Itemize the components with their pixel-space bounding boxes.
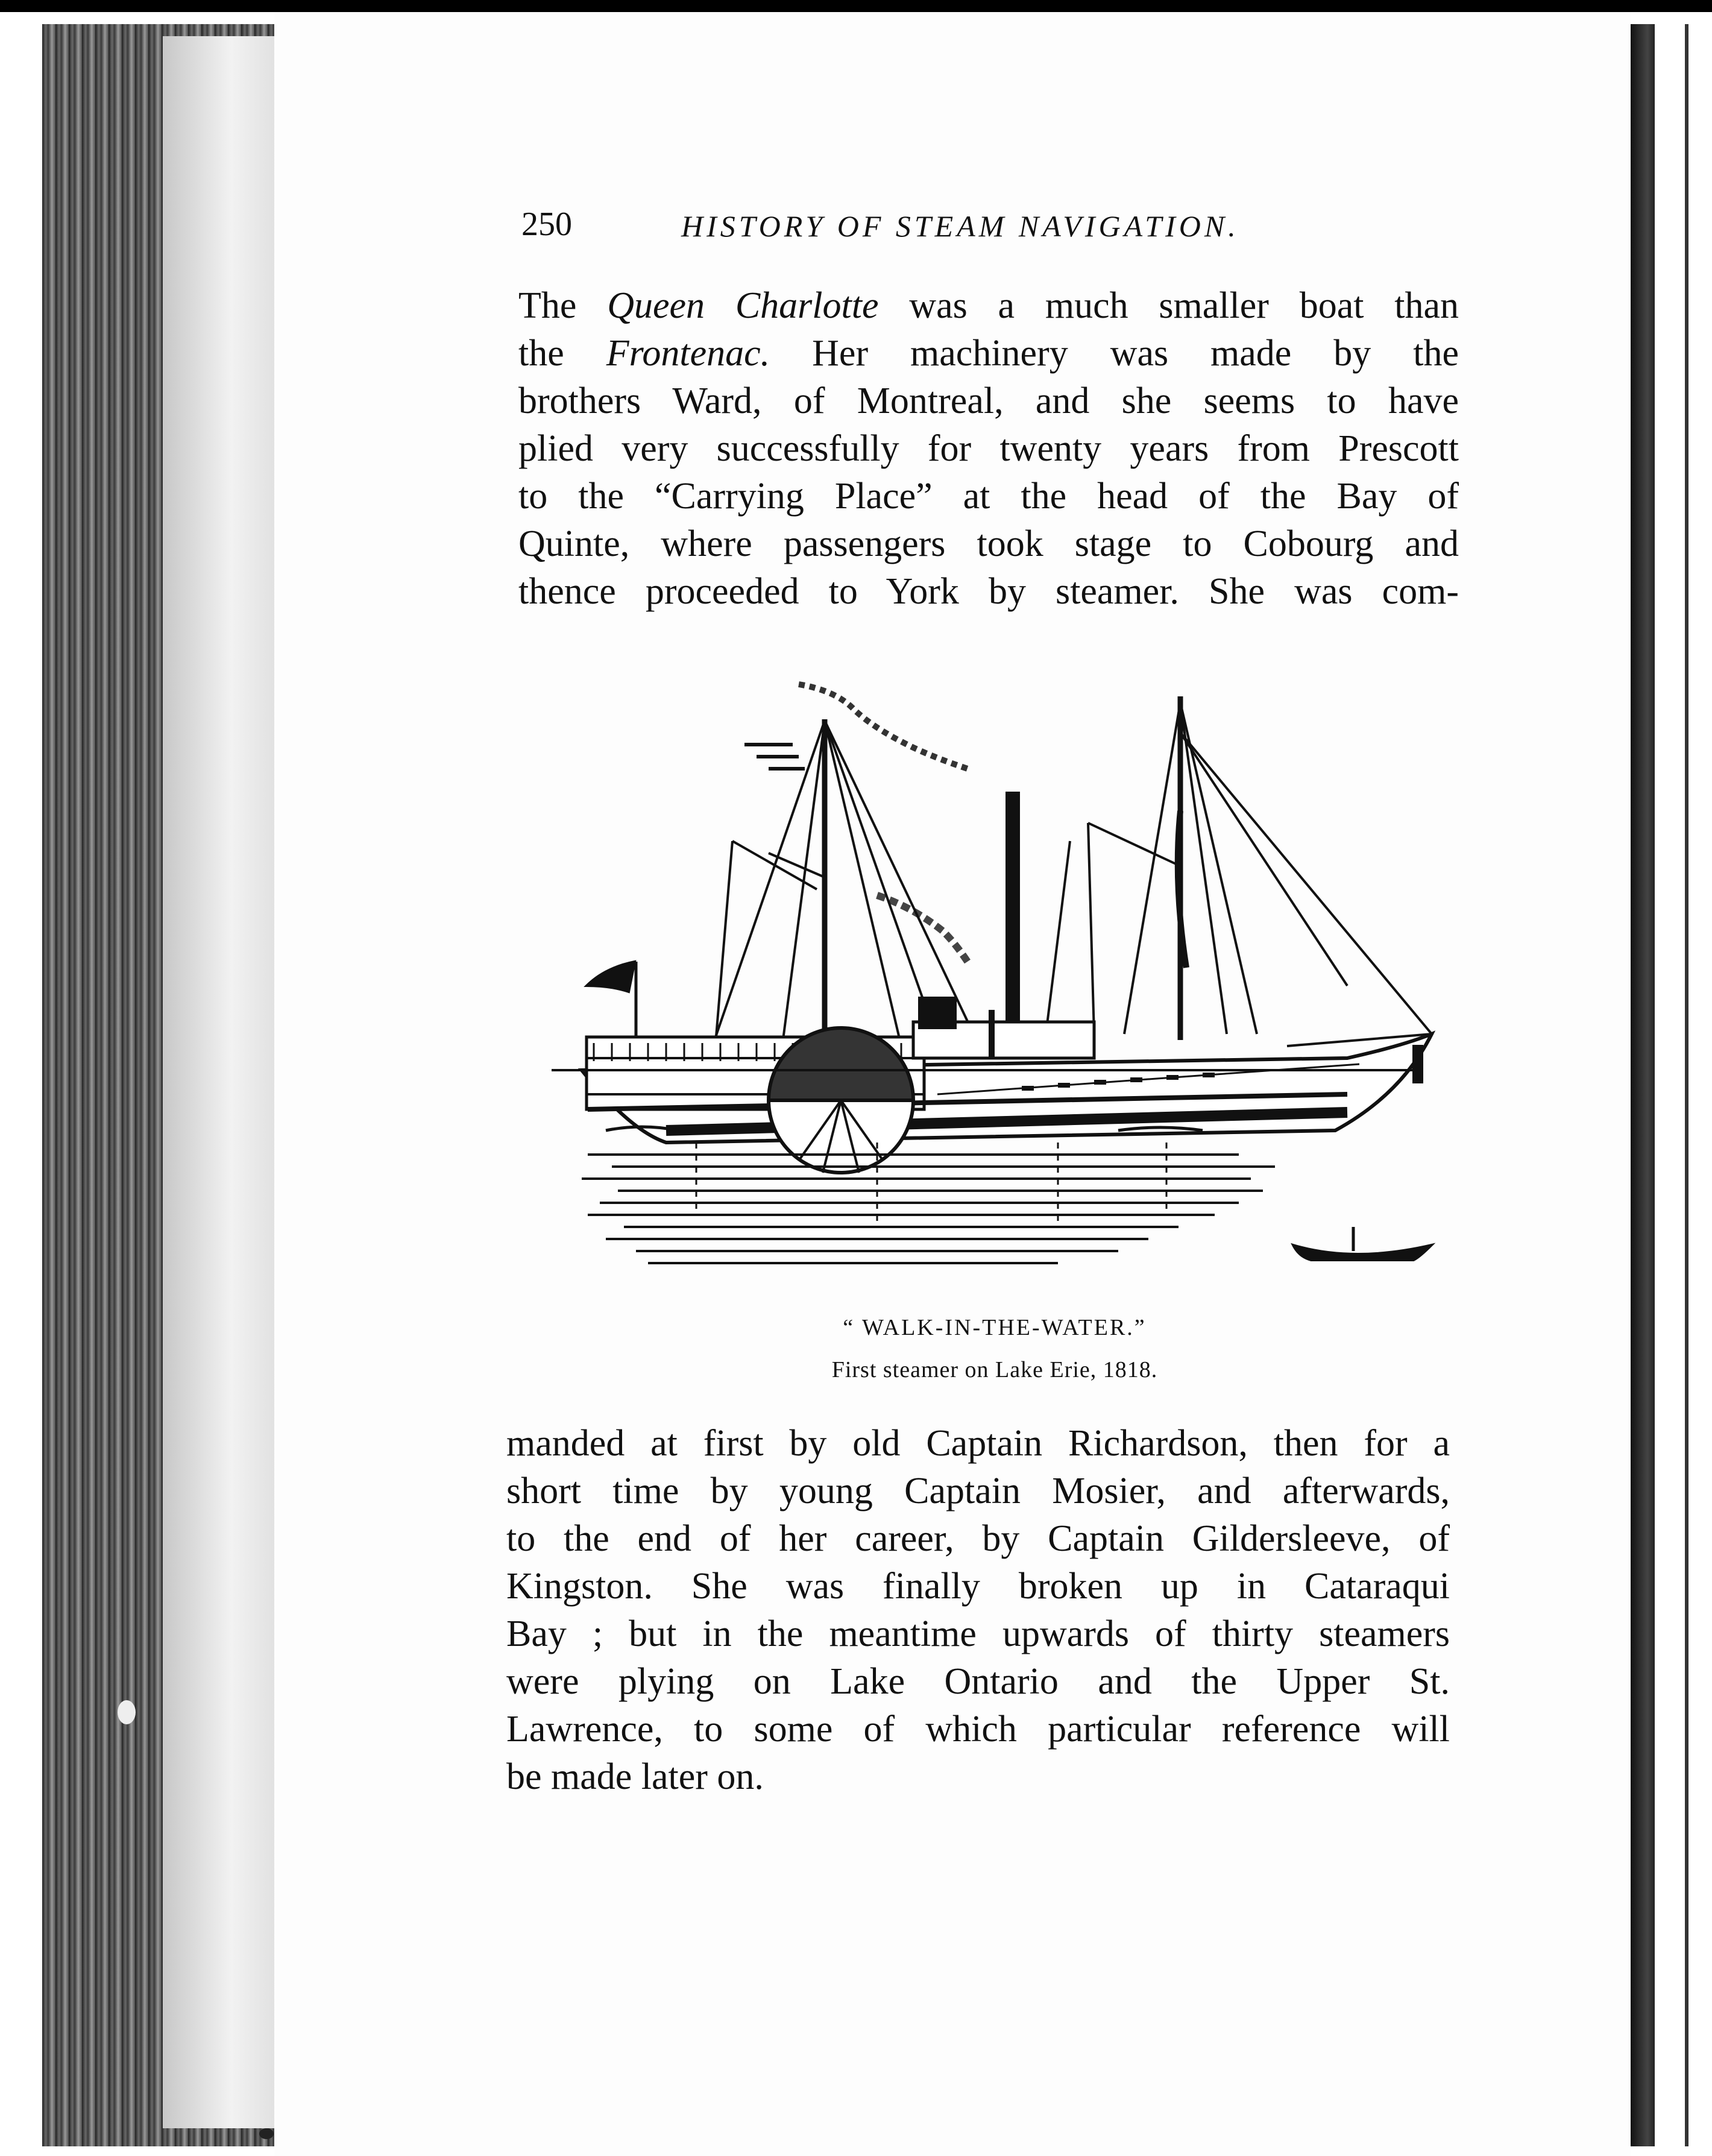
- text-line: were plying on Lake Ontario and the Upper St.: [506, 1661, 1450, 1702]
- ship-name: Queen Charlotte: [607, 285, 879, 326]
- book-page-edges: [163, 36, 277, 2128]
- book-binding-edge: [1631, 24, 1655, 2146]
- text-line: be made later on.: [506, 1756, 764, 1797]
- text-line: [518, 282, 1459, 330]
- text-line: to the “Carrying Place” at the head of the Bay of: [518, 476, 1459, 517]
- ship-name: Frontenac.: [606, 333, 770, 374]
- paragraph-1: [518, 282, 1459, 616]
- text-line: manded at first by old Captain Richardson, then for a: [506, 1423, 1450, 1464]
- text-line: to the end of her career, by Captain Gildersleeve, of: [506, 1518, 1450, 1559]
- text-line: Bay ; but in the meantime upwards of thirty steamers: [506, 1613, 1450, 1654]
- text-run: Her machinery was made by the: [770, 333, 1459, 374]
- scan-speck: [259, 2128, 274, 2139]
- scan-top-border: [0, 0, 1712, 12]
- paddle-steamer-engraving-icon: [515, 672, 1444, 1287]
- paragraph-2: [506, 1420, 1450, 1801]
- text-line: Kingston. She was finally broken up in Cataraqui: [506, 1566, 1450, 1607]
- scan-edge-line: [1685, 24, 1688, 2146]
- figure-caption-title: “ WALK-IN-THE-WATER.”: [843, 1315, 1147, 1340]
- running-head: [521, 205, 1314, 253]
- scan-speck: [118, 1700, 136, 1724]
- text-line: plied very successfully for twenty years from Prescott: [518, 428, 1459, 469]
- text-line: thence proceeded to York by steamer. She was com-: [518, 571, 1459, 612]
- text-run: The: [518, 285, 608, 326]
- running-head-title: HISTORY OF STEAM NAVIGATION.: [681, 209, 1239, 243]
- text-line: short time by young Captain Mosier, and afterwards,: [506, 1470, 1450, 1511]
- text-line: Quinte, where passengers took stage to Cobourg and: [518, 523, 1459, 564]
- text-run: the: [518, 333, 606, 374]
- text-run: was a much smaller boat than: [878, 285, 1459, 326]
- text-line: brothers Ward, of Montreal, and she seems to have: [518, 380, 1459, 421]
- figure-caption-subtitle: First steamer on Lake Erie, 1818.: [831, 1357, 1158, 1382]
- page-number: 250: [521, 206, 572, 243]
- text-line: [518, 330, 1459, 377]
- text-line: Lawrence, to some of which particular reference will: [506, 1709, 1450, 1750]
